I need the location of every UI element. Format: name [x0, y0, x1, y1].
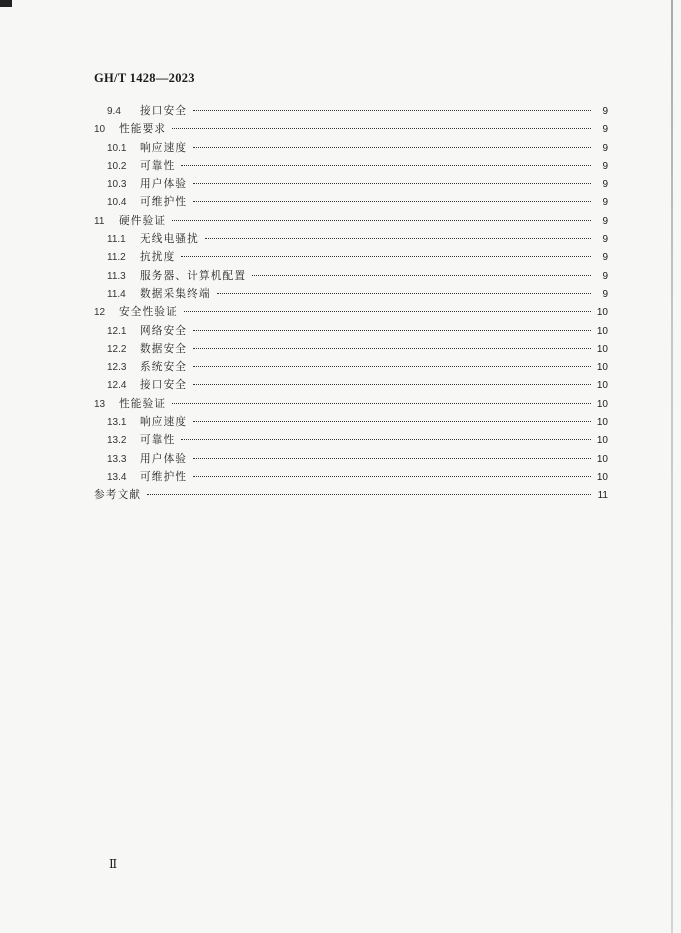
toc-entry-page: 9: [602, 160, 608, 172]
toc-entry-number: 12.2: [107, 343, 127, 355]
toc-entry-page: 9: [602, 197, 608, 209]
toc-leader-dots: [181, 256, 591, 257]
toc-leader-dots: [217, 293, 591, 294]
toc-entry-page: 9: [602, 106, 608, 117]
toc-entry[interactable]: [94, 231, 608, 249]
toc-entry-number: 12.3: [107, 362, 127, 374]
toc-entry[interactable]: [94, 359, 608, 377]
toc-entry-page: 10: [596, 471, 608, 483]
toc-entry-page: 9: [602, 234, 608, 246]
toc-leader-dots: [193, 201, 591, 202]
toc-entry-page: 9: [602, 288, 608, 300]
toc-entry[interactable]: [94, 451, 608, 469]
toc-entry-number: 11.3: [107, 270, 126, 282]
toc-entry-title: 接口安全: [140, 105, 188, 117]
toc-entry[interactable]: [94, 396, 608, 414]
toc-entry-number: 11: [94, 215, 105, 227]
toc-entry-number: 13.3: [107, 453, 127, 465]
toc-leader-dots: [193, 147, 591, 148]
toc-entry-number: 13.2: [107, 435, 127, 447]
toc-leader-dots: [193, 348, 591, 349]
toc-entry-title: 数据安全: [140, 342, 188, 355]
toc-entry-title: 安全性验证: [119, 306, 178, 319]
toc-entry-title: 用户体验: [140, 452, 188, 465]
toc-entry-page: 10: [596, 307, 608, 319]
table-of-contents: [94, 103, 608, 506]
toc-entry-title: 参考文献: [94, 489, 142, 502]
toc-entry[interactable]: [94, 103, 608, 121]
scan-artifact: [0, 0, 12, 7]
toc-entry-page: 10: [596, 398, 608, 410]
toc-leader-dots: [205, 238, 591, 239]
toc-entry-page: 9: [602, 215, 608, 227]
toc-leader-dots: [193, 110, 591, 111]
toc-entry-number: 11.4: [107, 288, 126, 300]
document-code: GH/T 1428—2023: [94, 71, 195, 85]
toc-entry[interactable]: [94, 158, 608, 176]
toc-leader-dots: [193, 384, 591, 385]
toc-entry-page: 10: [596, 417, 608, 429]
toc-entry-title: 系统安全: [140, 361, 188, 374]
toc-entry-page: 10: [596, 325, 608, 337]
toc-entry[interactable]: [94, 176, 608, 194]
toc-entry-number: 10: [94, 124, 106, 136]
toc-entry-title: 硬件验证: [119, 214, 167, 227]
toc-entry[interactable]: [94, 487, 608, 505]
toc-entry-number: 9.4: [107, 106, 121, 117]
toc-entry-number: 12: [94, 307, 106, 319]
toc-entry-page: 10: [596, 435, 608, 447]
toc-entry-page: 9: [602, 270, 608, 282]
toc-leader-dots: [193, 366, 591, 367]
toc-leader-dots: [252, 275, 591, 276]
toc-entry-number: 10.2: [107, 160, 127, 172]
toc-leader-dots: [147, 494, 591, 495]
toc-entry-page: 9: [602, 179, 608, 191]
toc-entry-page: 9: [602, 124, 608, 136]
toc-entry-title: 抗扰度: [140, 251, 176, 264]
toc-entry-title: 响应速度: [140, 416, 188, 429]
toc-entry[interactable]: [94, 414, 608, 432]
toc-entry-title: 可靠性: [140, 159, 176, 172]
toc-entry-title: 服务器、计算机配置: [140, 269, 247, 282]
toc-entry[interactable]: [94, 323, 608, 341]
toc-entry-number: 11.2: [107, 252, 126, 264]
toc-entry-title: 用户体验: [140, 178, 188, 191]
toc-entry[interactable]: [94, 469, 608, 487]
toc-entry-number: 10.1: [107, 142, 127, 154]
toc-entry-number: 13: [94, 398, 106, 410]
toc-entry[interactable]: [94, 341, 608, 359]
toc-entry-number: 10.4: [107, 197, 127, 209]
toc-entry-page: 9: [602, 142, 608, 154]
toc-leader-dots: [172, 128, 591, 129]
toc-entry-page: 10: [596, 362, 608, 374]
toc-leader-dots: [193, 183, 591, 184]
toc-leader-dots: [181, 165, 591, 166]
toc-entry-number: 10.3: [107, 179, 127, 191]
toc-entry[interactable]: [94, 140, 608, 158]
toc-entry-title: 可维护性: [140, 196, 188, 209]
toc-entry-page: 10: [596, 453, 608, 465]
toc-entry-title: 接口安全: [140, 379, 188, 392]
toc-entry-number: 13.1: [107, 417, 127, 429]
toc-entry-title: 无线电骚扰: [140, 233, 199, 246]
toc-entry[interactable]: [94, 121, 608, 139]
toc-entry[interactable]: [94, 249, 608, 267]
page-number-roman: Ⅱ: [109, 857, 118, 871]
scan-edge-shadow: [671, 0, 673, 933]
toc-leader-dots: [193, 421, 591, 422]
toc-leader-dots: [172, 220, 591, 221]
toc-entry-number: 13.4: [107, 471, 127, 483]
toc-entry-title: 响应速度: [140, 141, 188, 154]
toc-entry-title: 网络安全: [140, 324, 188, 337]
toc-entry-number: 12.1: [107, 325, 127, 337]
toc-leader-dots: [193, 330, 591, 331]
toc-entry-number: 12.4: [107, 380, 127, 392]
toc-entry-page: 11: [597, 490, 608, 502]
toc-leader-dots: [193, 476, 591, 477]
toc-entry[interactable]: [94, 268, 608, 286]
toc-entry[interactable]: [94, 194, 608, 212]
toc-entry[interactable]: [94, 304, 608, 322]
toc-entry[interactable]: [94, 432, 608, 450]
toc-leader-dots: [172, 403, 591, 404]
toc-entry[interactable]: [94, 286, 608, 304]
toc-leader-dots: [193, 458, 591, 459]
toc-entry-number: 11.1: [107, 234, 126, 246]
toc-entry-title: 数据采集终端: [140, 287, 211, 300]
toc-entry-page: 10: [596, 343, 608, 355]
toc-entry[interactable]: [94, 213, 608, 231]
toc-entry-title: 可维护性: [140, 470, 188, 483]
toc-entry-page: 10: [596, 380, 608, 392]
toc-entry-page: 9: [602, 252, 608, 264]
toc-leader-dots: [184, 311, 591, 312]
toc-entry[interactable]: [94, 377, 608, 395]
toc-entry-title: 性能验证: [119, 397, 167, 410]
toc-leader-dots: [181, 439, 591, 440]
toc-entry-title: 性能要求: [119, 123, 167, 136]
toc-entry-title: 可靠性: [140, 434, 176, 447]
